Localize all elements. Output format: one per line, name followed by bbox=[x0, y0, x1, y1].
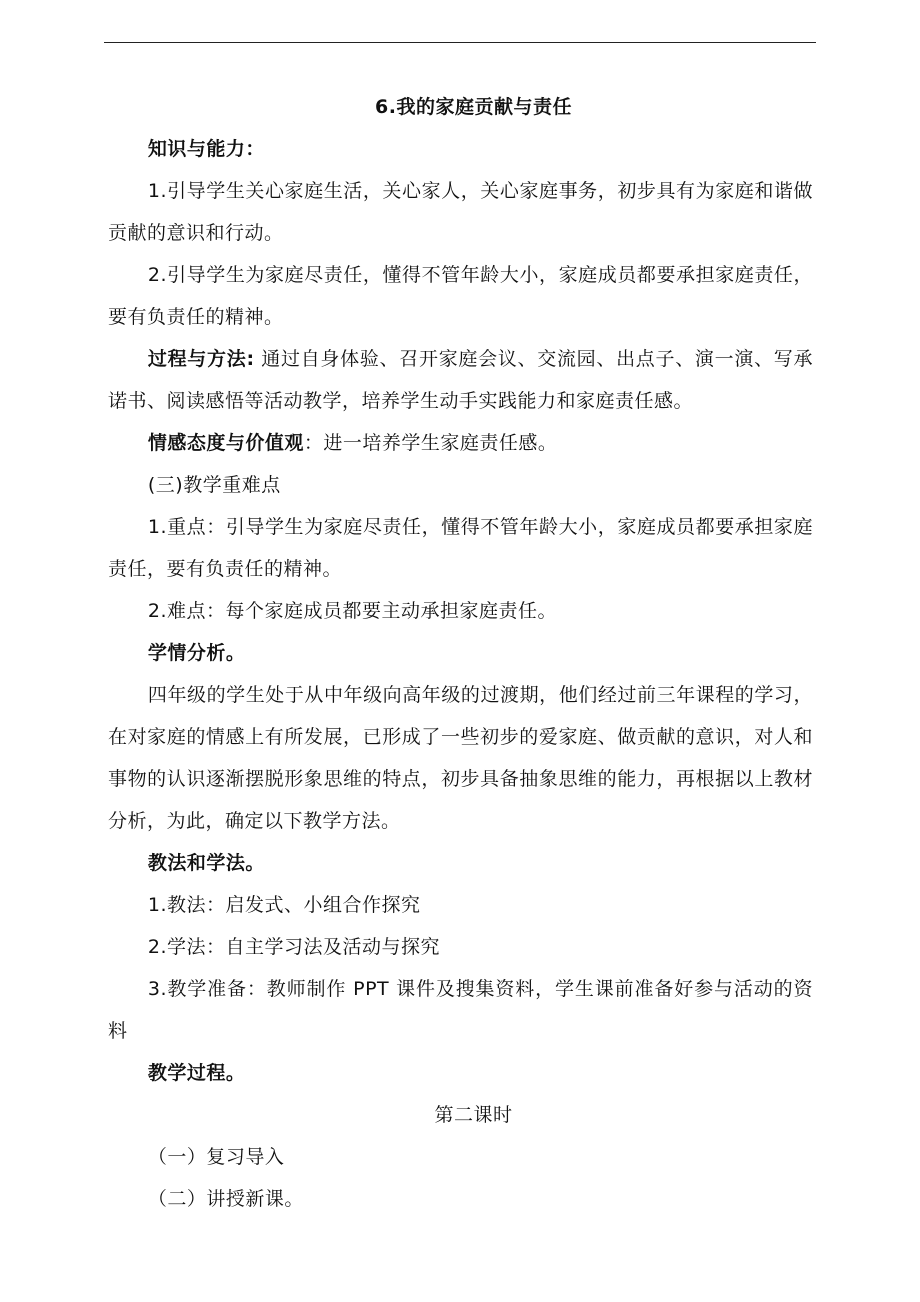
key-points-heading: (三)教学重难点 bbox=[147, 474, 281, 496]
procedure-heading: 教学过程。 bbox=[147, 1062, 246, 1084]
process-text: 通过自身体验、召开家庭会议、交流园、出点子、演一演、写承诺书、阅读感悟等活动教学，培养学生动手实践能力和家庭责任感。 bbox=[108, 348, 813, 412]
analysis-text: 四年级的学生处于从中年级向高年级的过渡期，他们经过前三年课程的学习，在对家庭的情感上有所发展，已形成了一些初步的爱家庭、做贡献的意识，对人和事物的认识逐渐摆脱形象思维的特点，初步具备抽象思维的能力，再根据以上教材分析，为此，确定以下教学方法。 bbox=[108, 684, 813, 832]
document-title: 6.我的家庭贡献与责任 bbox=[375, 96, 572, 118]
methods-item-2: 2.学法：自主学习法及活动与探究 bbox=[147, 936, 441, 958]
lesson-label: 第二课时 bbox=[434, 1104, 513, 1126]
knowledge-heading: 知识与能力： bbox=[147, 138, 265, 160]
procedure-step-1: （一）复习导入 bbox=[147, 1146, 285, 1168]
process-paragraph bbox=[108, 338, 813, 422]
key-point-item-1: 1.重点：引导学生为家庭尽责任，懂得不管年龄大小，家庭成员都要承担家庭责任，要有负责任的精神。 bbox=[108, 516, 813, 580]
key-point-item-2: 2.难点：每个家庭成员都要主动承担家庭责任。 bbox=[147, 600, 558, 622]
emotion-label: 情感态度与价值观 bbox=[147, 432, 304, 454]
methods-heading: 教法和学法。 bbox=[147, 852, 265, 874]
procedure-step-2: （二）讲授新课。 bbox=[147, 1188, 304, 1210]
process-label: 过程与方法: bbox=[147, 348, 255, 370]
document-body bbox=[108, 86, 813, 1220]
emotion-text: ：进一培养学生家庭责任感。 bbox=[303, 432, 558, 454]
header-rule bbox=[104, 42, 816, 43]
knowledge-item-2: 2.引导学生为家庭尽责任，懂得不管年龄大小，家庭成员都要承担家庭责任，要有负责任的精神。 bbox=[108, 264, 813, 328]
knowledge-item-1: 1.引导学生关心家庭生活，关心家人，关心家庭事务，初步具有为家庭和谐做贡献的意识和行动。 bbox=[108, 180, 813, 244]
analysis-heading: 学情分析。 bbox=[147, 642, 246, 664]
methods-item-3: 3.教学准备：教师制作 PPT 课件及搜集资料，学生课前准备好参与活动的资料 bbox=[108, 978, 813, 1042]
emotion-paragraph bbox=[108, 422, 813, 464]
methods-item-1: 1.教法：启发式、小组合作探究 bbox=[147, 894, 421, 916]
